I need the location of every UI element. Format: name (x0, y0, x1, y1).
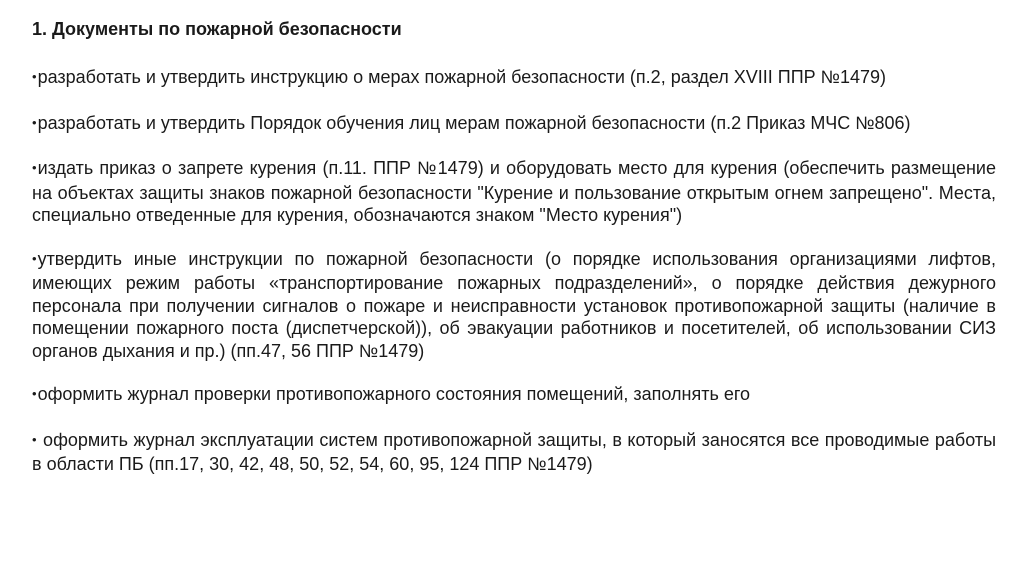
slide (32, 18, 996, 497)
list-item (32, 112, 996, 137)
list-item-text: издать приказ о запрете курения (п.11. ППР №1479) и оборудовать место для курения (обеспечить размещение на объектах защиты знаков пожарной безопасности "Курение и пользование открытым огнем запрещено". Места, специально отведенные для курения, обозначаются знаком "Место курения") (32, 158, 996, 225)
list-item-text: оформить журнал эксплуатации систем противопожарной защиты, в который заносятся все проводимые работы в области ПБ (пп.17, 30, 42, 48, 50, 52, 54, 60, 95, 124 ППР №1479) (32, 429, 996, 474)
list-item (32, 429, 996, 476)
bullet-icon: • (32, 386, 37, 401)
bullet-icon: • (32, 69, 37, 84)
list-item (32, 157, 996, 227)
list-item (32, 383, 996, 408)
list-item-text: разработать и утвердить Порядок обучения лиц мерам пожарной безопасности (п.2 Приказ МЧС №806) (37, 112, 911, 133)
bullet-icon: • (32, 160, 37, 175)
bullet-icon: • (32, 114, 37, 130)
list-item (32, 66, 996, 91)
bullet-icon: • (32, 431, 37, 447)
page-title: 1. Документы по пожарной безопасности (32, 19, 402, 39)
list-item-text: разработать и утвердить инструкцию о мерах пожарной безопасности (п.2, раздел XVIII ППР №1479) (37, 67, 887, 87)
list-item (32, 248, 996, 363)
bullet-icon: • (32, 250, 37, 266)
list-item-text: оформить журнал проверки противопожарного состояния помещений, заполнять его (37, 384, 751, 404)
list-item-text: утвердить иные инструкции по пожарной безопасности (о порядке использования организациями лифтов, имеющих режим работы «транспортирование пожарных подразделений», о порядке действия дежурного персонала при получении сигналов о пожаре и неисправности установок противопожарной защиты (наличие в помещении пожарного поста (диспетчерской)), об эвакуации работников и посетителей, об использовании СИЗ органов дыхания и пр.) (пп.47, 56 ППР №1479) (32, 248, 996, 361)
